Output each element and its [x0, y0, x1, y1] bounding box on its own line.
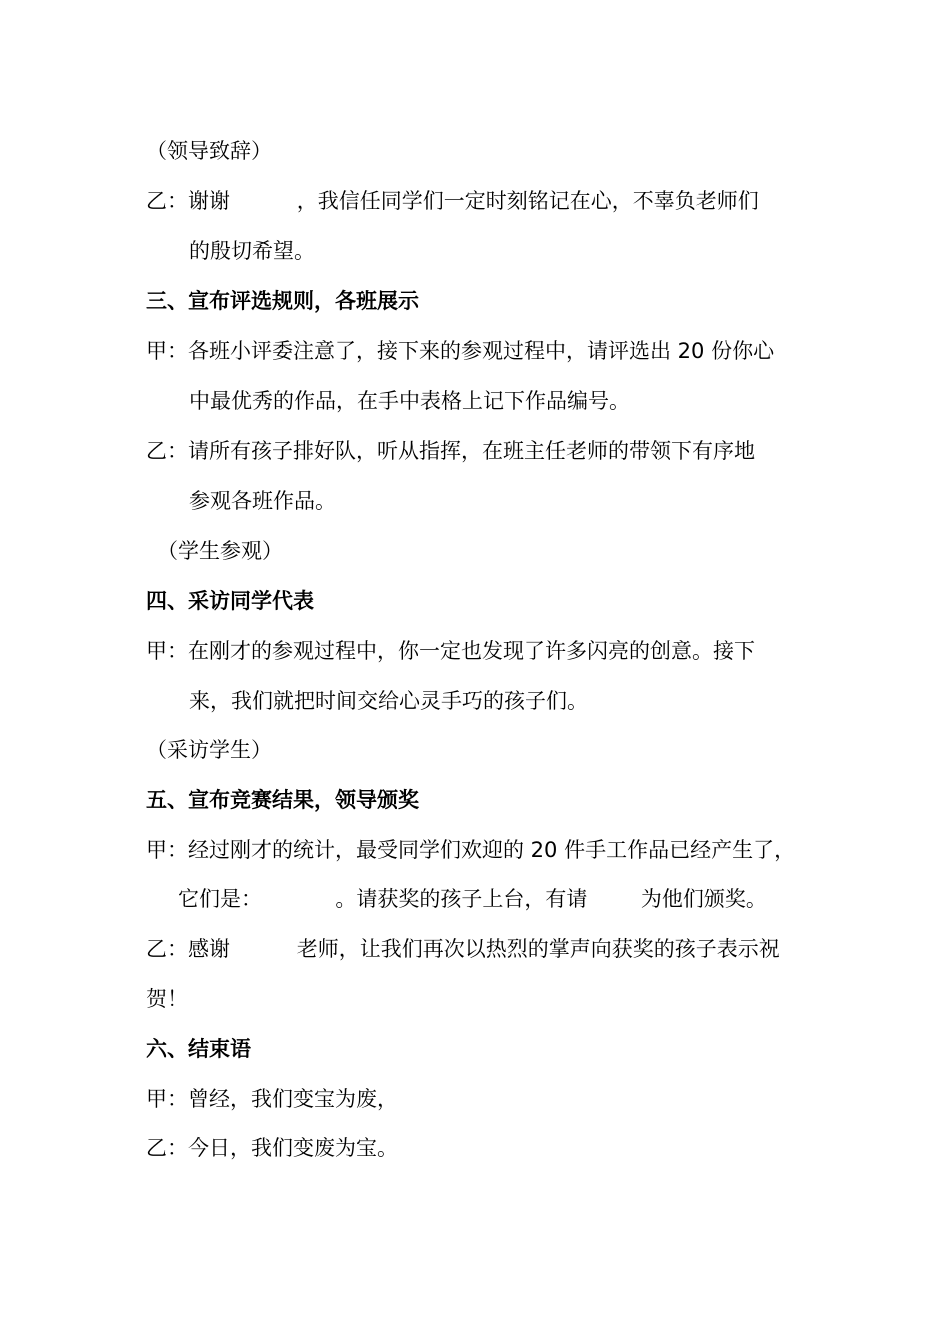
dialogue-continuation: 中最优秀的作品，在手中表格上记下作品编号。	[189, 389, 630, 413]
dialogue-line: 甲：各班小评委注意了，接下来的参观过程中，请评选出 20 份你心	[146, 339, 775, 363]
dialogue-continuation: 它们是： 。请获奖的孩子上台，有请 为他们颁奖。	[178, 887, 767, 911]
dialogue-line: 甲：在刚才的参观过程中，你一定也发现了许多闪亮的创意。接下	[146, 639, 755, 663]
dialogue-line: 乙：今日，我们变废为宝。	[146, 1136, 398, 1160]
dialogue-continuation: 的殷切希望。	[189, 239, 315, 263]
dialogue-line: 乙：感谢 老师，让我们再次以热烈的掌声向获奖的孩子表示祝	[146, 937, 780, 961]
dialogue-line: 甲：经过刚才的统计，最受同学们欢迎的 20 件手工作品已经产生了，	[146, 838, 796, 862]
stage-direction-interview: （采访学生）	[146, 738, 272, 762]
dialogue-line: 乙：请所有孩子排好队，听从指挥，在班主任老师的带领下有序地	[146, 439, 755, 463]
dialogue-continuation: 来，我们就把时间交给心灵手巧的孩子们。	[189, 689, 588, 713]
section-heading-5: 五、宣布竞赛结果，领导颁奖	[146, 788, 419, 812]
stage-direction-student-visit: （学生参观）	[157, 539, 283, 563]
section-heading-6: 六、结束语	[146, 1037, 251, 1061]
section-heading-4: 四、采访同学代表	[146, 589, 314, 613]
section-heading-3: 三、宣布评选规则，各班展示	[146, 289, 419, 313]
dialogue-continuation: 参观各班作品。	[189, 489, 336, 513]
dialogue-line: 乙：谢谢 ，我信任同学们一定时刻铭记在心，不辜负老师们	[146, 189, 759, 213]
dialogue-line: 甲：曾经，我们变宝为废，	[146, 1087, 398, 1111]
dialogue-continuation: 贺！	[146, 987, 188, 1011]
stage-direction-leader-speech: （领导致辞）	[146, 139, 272, 163]
